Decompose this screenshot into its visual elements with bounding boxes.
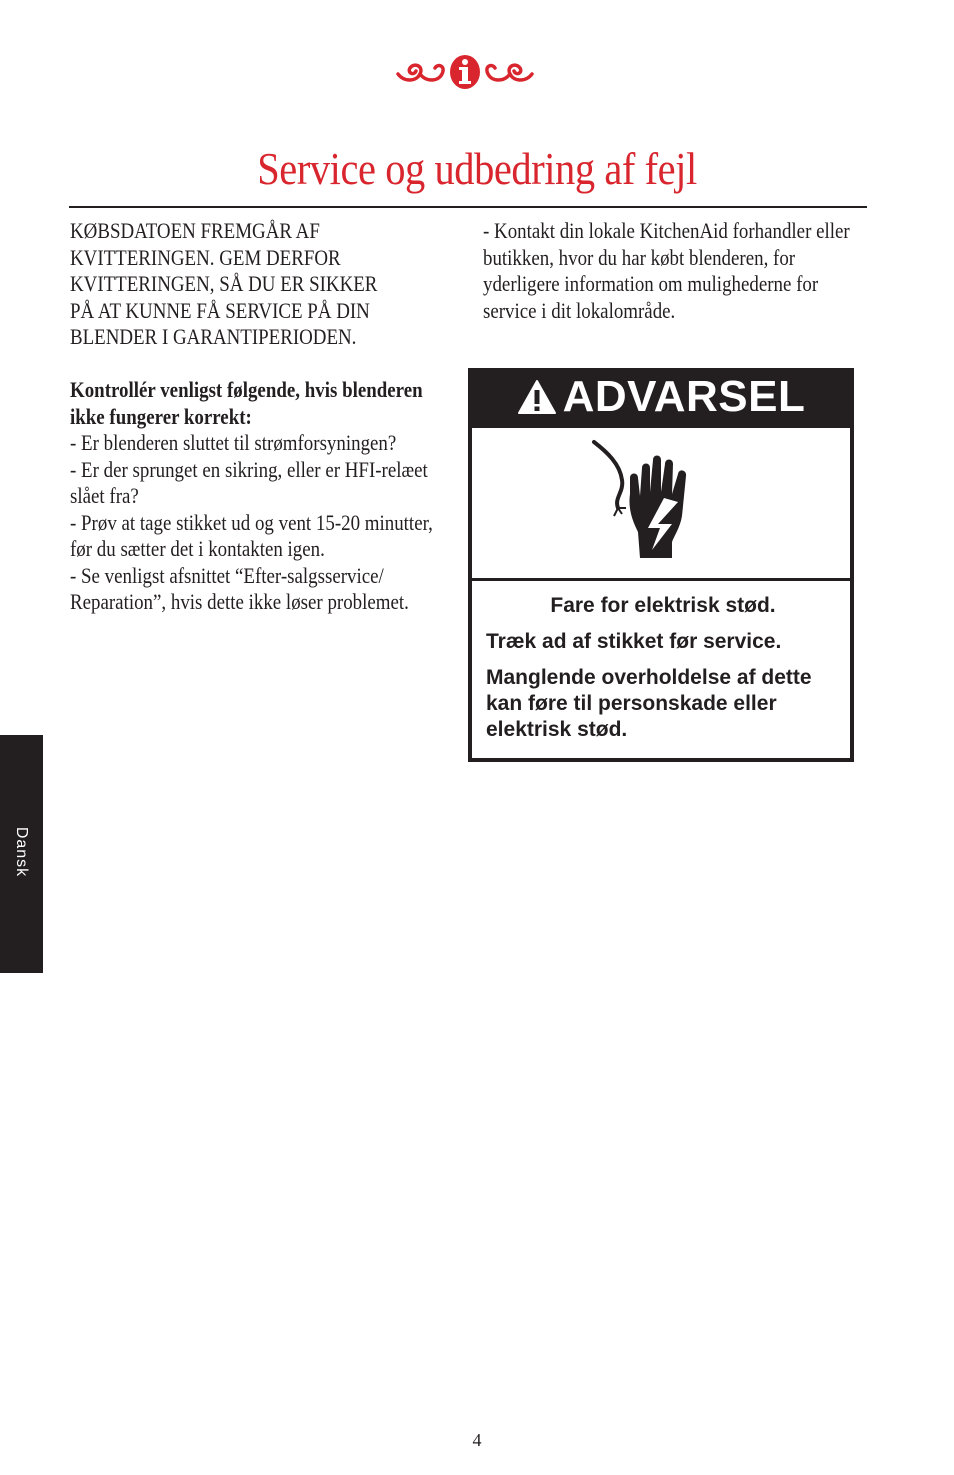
receipt-line: KVITTERINGEN. GEM DERFOR: [70, 244, 341, 270]
warning-line-instruction: Træk ad af stikket før service.: [486, 630, 782, 653]
troubleshooting-checklist: [70, 377, 455, 616]
receipt-line: PÅ AT KUNNE FÅ SERVICE PÅ DIN: [70, 297, 370, 323]
electric-shock-hand-icon: [472, 428, 850, 578]
page-title: Service og udbedring af fejl: [257, 143, 697, 194]
page-number: 4: [472, 1430, 482, 1450]
checklist-item: - Prøv at tage stikket ud og vent 15-20 minutter, før du sætter det i kontakten igen.: [70, 509, 433, 561]
warning-signal-word: ADVARSEL: [562, 372, 806, 421]
warning-pictogram-panel: [472, 428, 850, 578]
contact-dealer-text: [483, 218, 873, 324]
warning-line-hazard: Fare for elektrisk stød.: [550, 594, 776, 617]
contact-paragraph: - Kontakt din lokale KitchenAid forhandler eller butikken, hvor du har købt blenderen, for yderligere information om mulighederne for service i dit lokalområde.: [483, 218, 850, 323]
receipt-line: KØBSDATOEN FREMGÅR AF: [70, 218, 320, 243]
checklist-item: - Se venligst afsnittet “Efter-salgsservice/ Reparation”, hvis dette ikke løser problemet.: [70, 562, 409, 614]
receipt-line: KVITTERINGEN, SÅ DU ER SIKKER: [70, 271, 378, 296]
checklist-heading: Kontrollér venligst følgende, hvis blenderen ikke fungerer korrekt:: [70, 377, 423, 429]
language-tab-label: Dansk: [13, 826, 30, 878]
info-ornament-icon: [390, 52, 540, 92]
receipt-notice: [70, 218, 455, 351]
warning-triangle-icon: [517, 379, 557, 415]
checklist-item: - Er blenderen sluttet til strømforsyningen?: [70, 430, 397, 455]
checklist-item: - Er der sprunget en sikring, eller er HFI-relæet slået fra?: [70, 456, 428, 508]
warning-line-consequence: Manglende overholdelse af dette kan føre til personskade eller elektrisk stød.: [486, 666, 812, 741]
warning-header: [468, 368, 854, 426]
title-divider: [69, 206, 867, 208]
warning-box: [468, 368, 854, 762]
receipt-line: BLENDER I GARANTIPERIODEN.: [70, 324, 357, 349]
warning-message-panel: [472, 581, 850, 758]
